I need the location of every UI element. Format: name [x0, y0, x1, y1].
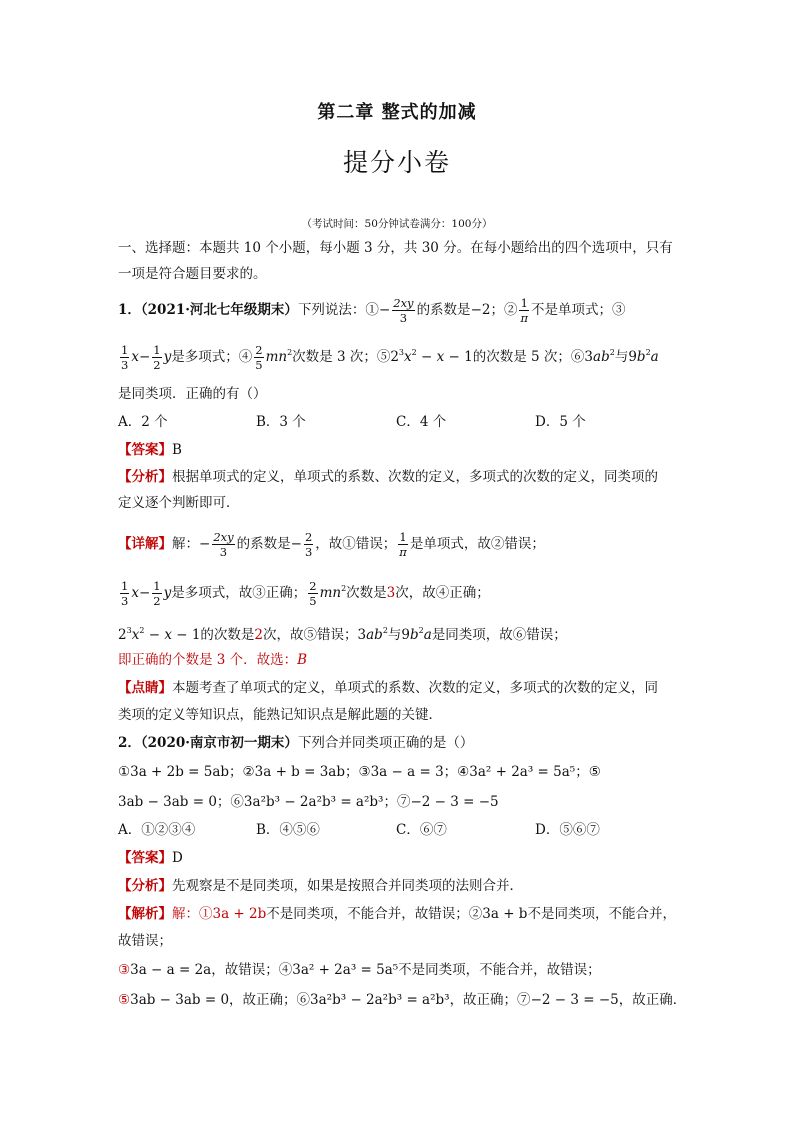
q2-solution-line3: [118, 960, 684, 980]
q2-sol-1d: 不是同类项，不能合并，: [527, 906, 676, 922]
q2-sol-3a: ③: [118, 962, 131, 978]
q2-sol-4b: 3ab − 3ab = 0: [130, 992, 230, 1008]
q1-stem-line1: 1．（2021·河北七年级期末）下列说法：①− $\frac{2xy}{3}$ 的系数是−2；② $\frac{1}{\pi}$ 不是单项式；③: [118, 296, 626, 325]
q2-option-a: A．①②③④: [118, 822, 196, 838]
q2-answer: [118, 848, 684, 868]
q1-detail-2d: 次，故④正确；: [395, 585, 490, 601]
q2-solution-line4: [118, 990, 687, 1010]
q1-l2-frac-c: [254, 343, 263, 372]
q1-frac1-den: 3: [399, 311, 408, 325]
q1-option-a: A．2 个: [118, 414, 168, 430]
q2-solution-line2: 故错误；: [118, 933, 172, 949]
q2-sol-4d: 3a²b³ − 2a²b³ = a²b³: [310, 992, 450, 1008]
q1-analysis-text1: 根据单项式的定义，单项式的系数、次数的定义，多项式的次数的定义，同类项的: [172, 469, 658, 485]
q1-d-frac1-num: 2xy: [213, 530, 234, 544]
q2-source: （2020·南京市初一期末）: [140, 735, 298, 751]
q1-l2-frac-a: [120, 343, 129, 372]
q1-detail-3d: 与: [387, 627, 402, 643]
q1-option-b: B．3 个: [256, 414, 306, 430]
q1-l2-frac-a-num: 1: [121, 343, 129, 357]
q1-frac1: [392, 296, 414, 325]
q1-detail-1b: 的系数是: [236, 536, 291, 552]
q1-detail-line1: 【详解】解：− $\frac{2xy}{3}$ 的系数是− $\frac{2}{3}$ ，故①错误； $\frac{1}{\pi}$ 是单项式，故②错误；: [118, 530, 545, 559]
section-instruction-line2: 一项是符合题目要求的。: [118, 266, 267, 282]
q1-l2-frac-b: [152, 343, 161, 372]
q1-stem-d: 不是单项式；③: [531, 302, 626, 318]
q1-analysis-line1: [118, 467, 684, 487]
q1-l2-frac-c-den: 5: [255, 358, 263, 372]
q1-detail-1d: 是单项式，故②错误；: [409, 536, 545, 552]
q1-l2-frac-a-den: 3: [121, 358, 129, 372]
q2-number: 2．: [118, 735, 141, 751]
q1-d-frac-23: $\frac{2}{3}$: [304, 530, 313, 559]
q2-answer-label: 【答案】: [118, 850, 172, 866]
q1-option-d: D．5 个: [535, 414, 586, 430]
q2-sol-4a: ⑤: [118, 992, 131, 1008]
q1-detail-line4: [118, 650, 684, 670]
q2-analysis-text: 先观察是不是同类项，如果是按照合并同类项的法则合并．: [172, 878, 523, 894]
q2-sol-1a: 解：①3a + 2b: [172, 906, 267, 922]
q2-items-line1: ①3a + 2b = 5ab；②3a + b = 3ab；③3a − a = 3；④3a² + 2a³ = 5a⁵；⑤: [118, 764, 601, 780]
q1-frac1-num: 2xy: [393, 296, 414, 310]
q1-detail-3a: 的次数是: [200, 627, 255, 643]
q2-analysis-label: 【分析】: [118, 878, 172, 894]
q1-stem-a: 下列说法：①: [297, 302, 379, 318]
q2-sol-4e: ，故正确；⑦: [449, 992, 531, 1008]
q1-detail-2a: 是多项式，故③正确；: [171, 585, 307, 601]
q1-comment-line2: 类项的定义等知识点，能熟记知识点是解此题的关键．: [118, 707, 442, 723]
q1-stem-c: ；②: [490, 302, 518, 318]
q1-d-frac2-num: 1: [399, 530, 407, 544]
q1-stem-line3: 是同类项．正确的有（）: [118, 386, 267, 402]
q2-stem: [118, 733, 684, 753]
paper-subtitle: 提分小卷: [342, 148, 451, 177]
q2-sol-4c: ，故正确；⑥: [229, 992, 311, 1008]
q1-l2-frac-c-num: 2: [255, 343, 263, 357]
q1-analysis-line2: 定义逐个判断即可．: [118, 495, 240, 511]
q1-l2-frac-b-den: 2: [153, 358, 161, 372]
exam-info: （考试时间：50分钟试卷满分：100分）: [301, 218, 493, 230]
q1-answer-label: 【答案】: [118, 442, 172, 458]
q1-l2-d: 与: [614, 349, 629, 365]
q1-l2-c: 的次数是 5 次；⑥: [472, 349, 585, 365]
q1-stem-line2: $\frac{1}{3}$ x− $\frac{1}{2}$ y是多项式；④ $\frac{2}{5}$ $mn^2$次数是 3 次；$⑤2^3x^2 - x - 1$的次数是 5 次；$⑥3ab^2$与$9b^2a$: [121, 343, 659, 372]
q1-d-frac1-den: 3: [219, 545, 228, 559]
q2-solution-line1: [118, 904, 684, 924]
q1-frac2-den: π: [520, 311, 529, 325]
q1-source: （2021·河北七年级期末）: [140, 302, 298, 318]
q1-analysis-label: 【分析】: [118, 469, 172, 485]
q1-d2-frac-a: $\frac{1}{3}$: [121, 579, 129, 608]
q1-frac2-num: 1: [520, 296, 528, 310]
q1-detail-label: 【详解】: [118, 536, 172, 552]
q1-d-frac1: [212, 530, 234, 559]
q1-detail-1c: ，故①错误；: [315, 536, 397, 552]
q1-l2-b: 次数是 3 次；⑤: [292, 349, 391, 365]
q1-l2-frac-b-num: 1: [153, 343, 161, 357]
section-instruction-line1: 一、选择题：本题共 10 个小题，每小题 3 分，共 30 分。在每小题给出的四个选项中，只有: [118, 240, 673, 256]
q1-detail-1a: 解：: [172, 536, 199, 552]
q2-solution-label: 【解析】: [118, 906, 172, 922]
q1-detail-4b: B: [297, 652, 308, 668]
q1-answer-value: B: [172, 442, 182, 458]
q1-detail-2b: 次数是: [346, 585, 387, 601]
q2-sol-3e: 不是同类项，不能合并，故错误；: [398, 962, 601, 978]
q2-sol-4f: −2 − 3 = −5: [530, 992, 619, 1008]
q1-detail-line3: $2^3x^2 - x - 1$的次数是2次，故⑤错误；$3ab^2$与$9b^2a$是同类项，故⑥错误；: [118, 626, 567, 643]
q1-detail-2c: 3: [386, 585, 396, 601]
q2-stem-text: 下列合并同类项正确的是（）: [297, 735, 474, 751]
q1-l2-a: 是多项式；④: [171, 349, 253, 365]
q2-sol-3d: 3a² + 2a³ = 5a⁵: [292, 962, 399, 978]
q1-d2-frac-b: $\frac{1}{2}$: [153, 579, 161, 608]
q2-sol-1c: 3a + b: [482, 906, 528, 922]
q1-detail-4: 即正确的个数是 3 个．故选：: [118, 652, 298, 668]
q1-frac2: [519, 296, 529, 325]
q2-option-d: D．⑤⑥⑦: [535, 822, 600, 838]
q1-stem-b-val: −2: [470, 302, 491, 318]
q1-comment-label: 【点睛】: [118, 680, 172, 696]
q1-number: 1．: [118, 302, 141, 318]
q2-sol-3b: 3a − a = 2a: [130, 962, 212, 978]
q1-d-frac2-den: π: [399, 545, 407, 559]
q2-analysis: [118, 876, 684, 896]
q2-sol-3c: ，故错误；④: [211, 962, 293, 978]
q1-comment-line1: [118, 678, 684, 698]
q1-detail-3e: 是同类项，故⑥错误；: [431, 627, 567, 643]
q1-comment-text1: 本题考查了单项式的定义，单项式的系数、次数的定义，多项式的次数的定义，同: [172, 680, 658, 696]
q2-sol-4g: ，故正确．: [618, 992, 687, 1008]
q2-option-c: C．⑥⑦: [396, 822, 447, 838]
q2-answer-value: D: [172, 850, 183, 866]
q1-detail-line2: $\frac{1}{3}$ x− $\frac{1}{2}$ y是多项式，故③正确； $\frac{2}{5}$ $mn^2$次数是3次，故④正确；: [121, 579, 490, 608]
q2-items-line2: 3ab − 3ab = 0；⑥3a²b³ − 2a²b³ = a²b³；⑦−2 − 3 = −5: [118, 794, 499, 810]
q2-sol-1b: 不是同类项，不能合并，故错误；②: [266, 906, 483, 922]
chapter-title: 第二章 整式的加减: [317, 102, 477, 123]
q1-option-c: C．4 个: [396, 414, 447, 430]
q2-option-b: B．④⑤⑥: [256, 822, 320, 838]
q1-d-frac2: [398, 530, 408, 559]
q1-answer: [118, 440, 684, 460]
q1-detail-3b: 2: [254, 627, 264, 643]
q1-d2-frac-c: $\frac{2}{5}$: [309, 579, 317, 608]
q1-stem-b: 的系数是: [416, 302, 471, 318]
q1-detail-3c: 次，故⑤错误；: [263, 627, 358, 643]
